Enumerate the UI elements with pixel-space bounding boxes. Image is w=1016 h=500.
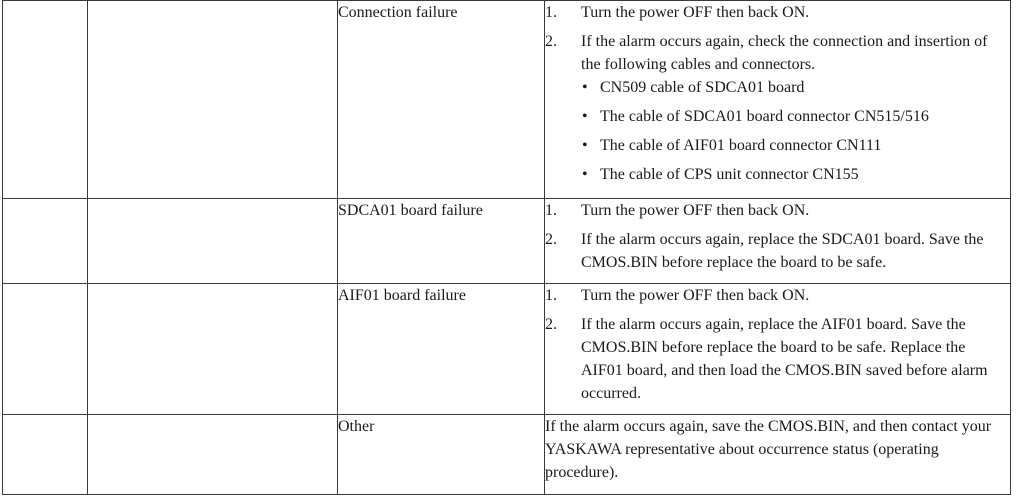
table-row — [3, 199, 1011, 284]
cable-list — [581, 76, 1002, 186]
cause-cell: Other — [338, 415, 545, 495]
empty-cell — [88, 1, 338, 199]
cause-cell: Connection failure — [338, 1, 545, 199]
step-number: 1. — [545, 202, 557, 219]
remedy-steps — [545, 284, 1010, 405]
table-row — [3, 284, 1011, 415]
remedy-cell — [545, 199, 1011, 284]
remedy-cell — [545, 415, 1011, 495]
bullet-icon: • — [582, 79, 588, 96]
list-item-text: CN509 cable of SDCA01 board — [600, 79, 805, 96]
list-item — [581, 134, 1002, 157]
step-text: If the alarm occurs again, check the connection and insertion of the following cables and connectors. — [581, 33, 988, 73]
empty-cell — [3, 1, 88, 199]
step-number: 2. — [545, 33, 557, 50]
step-text: Turn the power OFF then back ON. — [581, 287, 810, 304]
remedy-text: If the alarm occurs again, save the CMOS.BIN, and then contact your YASKAWA representative about occurrence status (operating procedure). — [545, 418, 992, 481]
remedy-step — [545, 228, 1010, 274]
list-item-text: The cable of AIF01 board connector CN111 — [600, 137, 882, 154]
empty-cell — [3, 415, 88, 495]
table-row — [3, 415, 1011, 495]
step-number: 2. — [545, 231, 557, 248]
remedy-steps — [545, 199, 1010, 274]
list-item-text: The cable of CPS unit connector CN155 — [600, 166, 859, 183]
bullet-icon: • — [582, 137, 588, 154]
empty-cell — [88, 415, 338, 495]
remedy-cell — [545, 284, 1011, 415]
bullet-icon: • — [582, 108, 588, 125]
remedy-step — [545, 199, 1010, 222]
empty-cell — [3, 284, 88, 415]
table-row — [3, 1, 1011, 199]
list-item — [581, 163, 1002, 186]
step-number: 1. — [545, 287, 557, 304]
step-text: Turn the power OFF then back ON. — [581, 202, 810, 219]
alarm-remedy-table — [2, 0, 1011, 495]
remedy-step — [545, 284, 1010, 307]
remedy-steps — [545, 1, 1010, 186]
remedy-step — [545, 313, 1010, 405]
empty-cell — [3, 199, 88, 284]
step-number: 2. — [545, 316, 557, 333]
step-number: 1. — [545, 4, 557, 21]
bullet-icon: • — [582, 166, 588, 183]
list-item-text: The cable of SDCA01 board connector CN515/516 — [600, 108, 929, 125]
list-item — [581, 105, 1002, 128]
list-item — [581, 76, 1002, 99]
empty-cell — [88, 199, 338, 284]
remedy-step — [545, 1, 1010, 24]
step-text: If the alarm occurs again, replace the AIF01 board. Save the CMOS.BIN before replace the board to be safe. Replace the AIF01 board, and then load the CMOS.BIN saved before alarm occurred. — [581, 316, 988, 402]
cause-cell: AIF01 board failure — [338, 284, 545, 415]
remedy-cell — [545, 1, 1011, 199]
cause-cell: SDCA01 board failure — [338, 199, 545, 284]
step-text: If the alarm occurs again, replace the SDCA01 board. Save the CMOS.BIN before replace the board to be safe. — [581, 231, 984, 271]
remedy-step — [545, 30, 1010, 186]
step-text: Turn the power OFF then back ON. — [581, 4, 810, 21]
empty-cell — [88, 284, 338, 415]
